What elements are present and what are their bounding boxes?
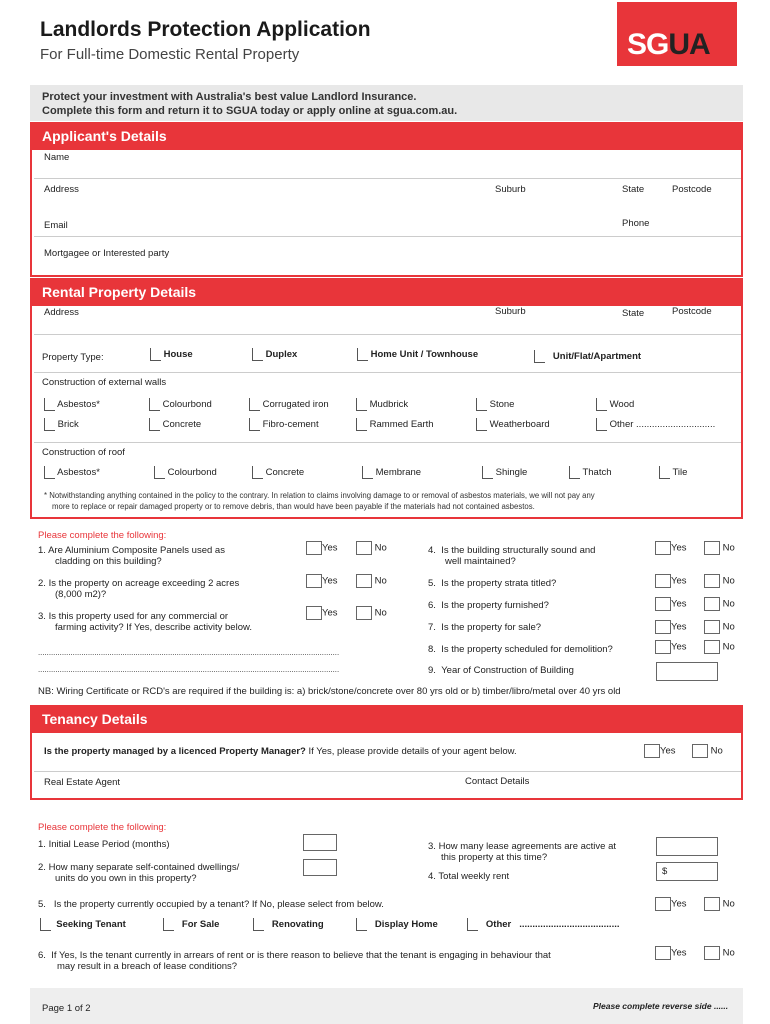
q4-no[interactable] (704, 541, 735, 555)
other-field[interactable]: ...................................... (519, 919, 620, 931)
q7-no-label: No (722, 621, 735, 633)
roof-shingle[interactable] (482, 466, 527, 479)
roof-membrane-label: Membrane (375, 467, 422, 479)
name-field[interactable] (34, 178, 741, 179)
rental-address-divider (34, 334, 741, 335)
rental-suburb-label: Suburb (495, 306, 526, 317)
tenancy-heading: Tenancy Details (30, 705, 743, 733)
managed-yes-box[interactable] (644, 744, 660, 758)
q8-text: Is the property scheduled for demolition? (441, 644, 613, 655)
walls-label: Construction of external walls (42, 377, 167, 388)
type-home-unit[interactable] (357, 348, 478, 361)
wall-concrete[interactable] (149, 418, 201, 431)
renovating-label: Renovating (271, 919, 324, 931)
applicant-address-label: Address (44, 184, 79, 195)
q3-text-a: Is this property used for any commercial or (48, 611, 229, 622)
wall-asbestos-label: Asbestos* (57, 399, 100, 411)
wall-mudbrick-label: Mudbrick (369, 399, 409, 411)
roof-colourbond-checkbox[interactable] (154, 466, 165, 479)
logo-ua: UA (668, 28, 710, 61)
roof-concrete[interactable] (252, 466, 304, 479)
opt-renovating[interactable] (253, 918, 324, 931)
intro-line-1: Protect your investment with Australia's best value Landlord Insurance. (42, 91, 417, 103)
q2 (38, 578, 298, 600)
q1-yes[interactable] (306, 541, 338, 555)
q8 (428, 644, 613, 655)
q6-text: Is the property furnished? (441, 600, 549, 611)
t3-num: 3. (428, 841, 436, 852)
wall-wood[interactable] (596, 398, 634, 411)
q2-no-box[interactable] (356, 574, 372, 588)
seeking-tenant-label: Seeking Tenant (56, 919, 126, 931)
q5-yes-label: Yes (671, 575, 687, 587)
t3-text-b: this property at this time? (441, 852, 548, 863)
dollar-sign: $ (662, 866, 668, 877)
year-built-input[interactable] (656, 662, 718, 681)
q1-no-box[interactable] (356, 541, 372, 555)
q2-text-b: (8,000 m2)? (55, 589, 107, 600)
q5-yes[interactable] (655, 574, 687, 588)
roof-colourbond-label: Colourbond (167, 467, 217, 479)
for-sale-label: For Sale (181, 919, 220, 931)
q6-no-label: No (722, 598, 735, 610)
t3-text-a: How many lease agreements are active at (438, 841, 616, 852)
q7 (428, 622, 541, 633)
t6-text-a: If Yes, Is the tenant currently in arrears of rent or is there reason to believe that the tenant is engaging in behaviour that (51, 950, 551, 961)
wall-other[interactable] (596, 418, 715, 431)
q6-yes[interactable] (655, 597, 687, 611)
type-duplex[interactable] (252, 348, 297, 361)
t2-text-b: units do you own in this property? (55, 873, 197, 884)
duplex-checkbox[interactable] (252, 348, 263, 361)
q1-text-b: cladding on this building? (55, 556, 162, 567)
t5-no-label: No (722, 898, 735, 910)
q7-yes-label: Yes (671, 621, 687, 633)
t6-yes-box[interactable] (655, 946, 671, 960)
roof-thatch-checkbox[interactable] (569, 466, 580, 479)
roof-colourbond[interactable] (154, 466, 217, 479)
t5-no-box[interactable] (704, 897, 720, 911)
wall-weatherboard-label: Weatherboard (489, 419, 550, 431)
q2-text-a: Is the property on acreage exceeding 2 acres (48, 578, 240, 589)
sgua-logo (617, 2, 737, 66)
q5-no[interactable] (704, 574, 735, 588)
walls-divider (34, 442, 741, 443)
managed-no-label: No (710, 745, 723, 757)
applicant-postcode-label: Postcode (672, 184, 712, 195)
form-subtitle: For Full-time Domestic Rental Property (40, 46, 300, 63)
roof-membrane[interactable] (362, 466, 421, 479)
t5-num: 5. (38, 899, 46, 910)
t6-text-b: may result in a breach of lease conditions? (57, 961, 238, 972)
q3-yes[interactable] (306, 606, 338, 620)
q1-yes-label: Yes (322, 542, 338, 554)
wall-colourbond[interactable] (149, 398, 212, 411)
form-title: Landlords Protection Application (40, 18, 371, 41)
q6-yes-label: Yes (671, 598, 687, 610)
q6-yes-box[interactable] (655, 597, 671, 611)
managed-yes[interactable] (644, 744, 676, 758)
q8-no-box[interactable] (704, 640, 720, 654)
q6 (428, 600, 549, 611)
q9-num: 9. (428, 665, 436, 676)
q8-yes[interactable] (655, 640, 687, 654)
wall-wood-checkbox[interactable] (596, 398, 607, 411)
q7-text: Is the property for sale? (441, 622, 542, 633)
rental-postcode-label: Postcode (672, 306, 712, 317)
q4-yes[interactable] (655, 541, 687, 555)
q1 (38, 545, 298, 567)
type-home-unit-label: Home Unit / Townhouse (370, 349, 479, 361)
wall-stone[interactable] (476, 398, 514, 411)
managed-no[interactable] (692, 744, 723, 758)
q1-no-label: No (374, 542, 387, 554)
wall-asbestos[interactable] (44, 398, 100, 411)
t2 (38, 862, 239, 884)
q3-dotted-2[interactable]: ........................................................................................................................................... (38, 665, 340, 674)
wall-wood-label: Wood (609, 399, 635, 411)
q8-no-label: No (722, 641, 735, 653)
applicant-suburb-label: Suburb (495, 184, 526, 195)
t4 (428, 871, 509, 882)
seeking-tenant-checkbox[interactable] (40, 918, 51, 931)
q7-num: 7. (428, 622, 436, 633)
rental-section (30, 278, 743, 519)
roof-shingle-checkbox[interactable] (482, 466, 493, 479)
roof-tile-checkbox[interactable] (659, 466, 670, 479)
house-checkbox[interactable] (150, 348, 161, 361)
q5-yes-box[interactable] (655, 574, 671, 588)
applicant-state-label: State (622, 184, 645, 195)
q4-text-b: well maintained? (445, 556, 516, 567)
q7-yes[interactable] (655, 620, 687, 634)
roof-thatch[interactable] (569, 466, 612, 479)
wall-rammed-label: Rammed Earth (369, 419, 434, 431)
roof-label: Construction of roof (42, 447, 125, 458)
q6-no-box[interactable] (704, 597, 720, 611)
wall-fibro[interactable] (249, 418, 319, 431)
q1-yes-box[interactable] (306, 541, 322, 555)
t1 (38, 839, 170, 850)
t6-yes-label: Yes (671, 947, 687, 959)
t5-yes-box[interactable] (655, 897, 671, 911)
type-house-label: House (163, 349, 193, 361)
home-unit-checkbox[interactable] (357, 348, 368, 361)
display-home-checkbox[interactable] (356, 918, 367, 931)
dwellings-input[interactable] (303, 859, 337, 876)
q8-yes-box[interactable] (655, 640, 671, 654)
t2-text-a: How many separate self-contained dwellings/ (48, 862, 240, 873)
rental-heading: Rental Property Details (30, 278, 743, 306)
weekly-rent-input[interactable] (656, 862, 718, 881)
managed-no-box[interactable] (692, 744, 708, 758)
q3-dotted-1[interactable]: ........................................................................................................................................... (38, 648, 340, 657)
t6-num: 6. (38, 950, 46, 961)
roof-tile-label: Tile (672, 467, 688, 479)
q6-no[interactable] (704, 597, 735, 611)
property-type-label: Property Type: (42, 352, 104, 363)
wall-asbestos-checkbox[interactable] (44, 398, 55, 411)
asbestos-note-2: more to replace or repair damaged property or to remove debris, than would have been payable if the materials had not contained asbestos. (52, 502, 535, 511)
lease-period-input[interactable] (303, 834, 337, 851)
wall-rammed[interactable] (356, 418, 434, 431)
page-number: Page 1 of 2 (42, 1003, 91, 1014)
opt-seeking-tenant[interactable] (40, 918, 126, 931)
t6-no-label: No (722, 947, 735, 959)
q9 (428, 665, 574, 676)
wall-fibro-checkbox[interactable] (249, 418, 260, 431)
q1-text-a: Are Aluminium Composite Panels used as (48, 545, 225, 556)
q2-no[interactable] (356, 574, 387, 588)
reverse-note: Please complete reverse side ...... (593, 1001, 729, 1011)
footer (30, 988, 743, 1024)
other-checkbox[interactable] (467, 918, 478, 931)
q3-no-label: No (374, 607, 387, 619)
q1-num: 1. (38, 545, 46, 556)
wall-weatherboard[interactable] (476, 418, 550, 431)
wall-concrete-checkbox[interactable] (149, 418, 160, 431)
q4-num: 4. (428, 545, 436, 556)
wall-other-field[interactable]: .............................. (636, 419, 716, 431)
wall-weatherboard-checkbox[interactable] (476, 418, 487, 431)
intro-line-2: Complete this form and return it to SGUA today or apply online at sgua.com.au. (42, 105, 458, 117)
t6-no-box[interactable] (704, 946, 720, 960)
rental-state-label: State (622, 308, 645, 319)
q4-no-label: No (722, 542, 735, 554)
mortgagee-label: Mortgagee or Interested party (44, 248, 170, 259)
other-label: Other (485, 919, 512, 931)
opt-for-sale[interactable] (163, 918, 219, 931)
type-unit-flat-label: Unit/Flat/Apartment (552, 351, 642, 363)
q3-yes-box[interactable] (306, 606, 322, 620)
wall-fibro-label: Fibro-cement (262, 419, 319, 431)
wall-stone-checkbox[interactable] (476, 398, 487, 411)
t5-no[interactable] (704, 897, 735, 911)
opt-display-home[interactable] (356, 918, 438, 931)
walls-grid (44, 398, 744, 438)
unit-flat-checkbox[interactable] (534, 350, 545, 363)
q7-no-box[interactable] (704, 620, 720, 634)
email-label: Email (44, 220, 68, 231)
q4-yes-box[interactable] (655, 541, 671, 555)
wall-brick-checkbox[interactable] (44, 418, 55, 431)
q2-yes-box[interactable] (306, 574, 322, 588)
t2-num: 2. (38, 862, 46, 873)
q4-text-a: Is the building structurally sound and (441, 545, 596, 556)
roof-asbestos[interactable] (44, 466, 100, 479)
wall-corrugated[interactable] (249, 398, 329, 411)
managed-bold: Is the property managed by a licenced Property Manager? (44, 746, 306, 757)
roof-concrete-label: Concrete (265, 467, 305, 479)
roof-asbestos-checkbox[interactable] (44, 466, 55, 479)
t1-text: Initial Lease Period (months) (48, 839, 170, 850)
property-type-divider (34, 372, 741, 373)
t5-yes-label: Yes (671, 898, 687, 910)
contact-label: Contact Details (465, 776, 530, 787)
t6-yes[interactable] (655, 946, 687, 960)
q4-no-box[interactable] (704, 541, 720, 555)
wall-brick-label: Brick (57, 419, 79, 431)
tenancy-section (30, 705, 743, 800)
name-label: Name (44, 152, 70, 163)
q7-no[interactable] (704, 620, 735, 634)
q3 (38, 611, 308, 633)
wall-concrete-label: Concrete (162, 419, 202, 431)
q3-no-box[interactable] (356, 606, 372, 620)
q4-yes-label: Yes (671, 542, 687, 554)
q5-no-label: No (722, 575, 735, 587)
rental-address-label: Address (44, 307, 79, 318)
q5 (428, 578, 556, 589)
applicant-section (30, 122, 743, 277)
phone-label: Phone (622, 218, 650, 229)
q2-yes[interactable] (306, 574, 338, 588)
wall-mudbrick-checkbox[interactable] (356, 398, 367, 411)
q2-num: 2. (38, 578, 46, 589)
questions-heading: Please complete the following: (38, 530, 167, 541)
q5-num: 5. (428, 578, 436, 589)
q4 (428, 545, 648, 567)
tenancy-divider (34, 771, 741, 772)
q3-no[interactable] (356, 606, 387, 620)
asbestos-note-1: * Notwithstanding anything contained in the policy to the contrary. In relation to claims involving damage to or removal of asbestos materials, we will not pay any (44, 491, 595, 500)
q8-num: 8. (428, 644, 436, 655)
q1-no[interactable] (356, 541, 387, 555)
t4-text: Total weekly rent (438, 871, 510, 882)
tenancy-complete-heading: Please complete the following: (38, 822, 167, 833)
roof-asbestos-label: Asbestos* (57, 467, 100, 479)
q3-num: 3. (38, 611, 46, 622)
lease-agreements-input[interactable] (656, 837, 718, 856)
roof-concrete-checkbox[interactable] (252, 466, 263, 479)
q9-text: Year of Construction of Building (441, 665, 574, 676)
roof-tile[interactable] (659, 466, 687, 479)
type-house[interactable] (150, 348, 193, 361)
wall-other-checkbox[interactable] (596, 418, 607, 431)
wall-rammed-checkbox[interactable] (356, 418, 367, 431)
managed-question (44, 746, 517, 757)
logo-sg: SG (627, 28, 669, 61)
q2-yes-label: Yes (322, 575, 338, 587)
roof-thatch-label: Thatch (582, 467, 612, 479)
q2-no-label: No (374, 575, 387, 587)
managed-rest: If Yes, please provide details of your agent below. (305, 746, 517, 757)
t5-yes[interactable] (655, 897, 687, 911)
t6-no[interactable] (704, 946, 735, 960)
q3-text-b: farming activity? If Yes, describe activity below. (55, 622, 252, 633)
wall-corrugated-label: Corrugated iron (262, 399, 329, 411)
nb-wiring-note: NB: Wiring Certificate or RCD's are required if the building is: a) brick/stone/concrete over 80 yrs old or b) timber/libro/metal over 40 yrs old (38, 686, 621, 697)
for-sale-checkbox[interactable] (163, 918, 174, 931)
q5-text: Is the property strata titled? (441, 578, 557, 589)
type-unit-flat[interactable] (534, 350, 641, 363)
q5-no-box[interactable] (704, 574, 720, 588)
wall-stone-label: Stone (489, 399, 515, 411)
managed-yes-label: Yes (660, 745, 676, 757)
applicant-heading: Applicant's Details (30, 122, 743, 150)
q7-yes-box[interactable] (655, 620, 671, 634)
wall-corrugated-checkbox[interactable] (249, 398, 260, 411)
q6-num: 6. (428, 600, 436, 611)
renovating-checkbox[interactable] (253, 918, 264, 931)
address-field[interactable] (34, 236, 741, 237)
type-duplex-label: Duplex (265, 349, 298, 361)
t3 (428, 841, 616, 863)
q3-yes-label: Yes (322, 607, 338, 619)
opt-other[interactable] (467, 918, 620, 931)
wall-other-label: Other (609, 419, 634, 431)
wall-colourbond-label: Colourbond (162, 399, 212, 411)
roof-membrane-checkbox[interactable] (362, 466, 373, 479)
roof-grid (44, 466, 744, 486)
wall-brick[interactable] (44, 418, 79, 431)
q8-yes-label: Yes (671, 641, 687, 653)
roof-shingle-label: Shingle (495, 467, 528, 479)
q8-no[interactable] (704, 640, 735, 654)
t5 (38, 899, 384, 910)
wall-colourbond-checkbox[interactable] (149, 398, 160, 411)
intro-banner (30, 85, 743, 121)
t6 (38, 950, 551, 972)
t5-text: Is the property currently occupied by a tenant? If No, please select from below. (53, 899, 384, 910)
t4-num: 4. (428, 871, 436, 882)
display-home-label: Display Home (374, 919, 438, 931)
t1-num: 1. (38, 839, 46, 850)
wall-mudbrick[interactable] (356, 398, 408, 411)
agent-label: Real Estate Agent (44, 777, 121, 788)
